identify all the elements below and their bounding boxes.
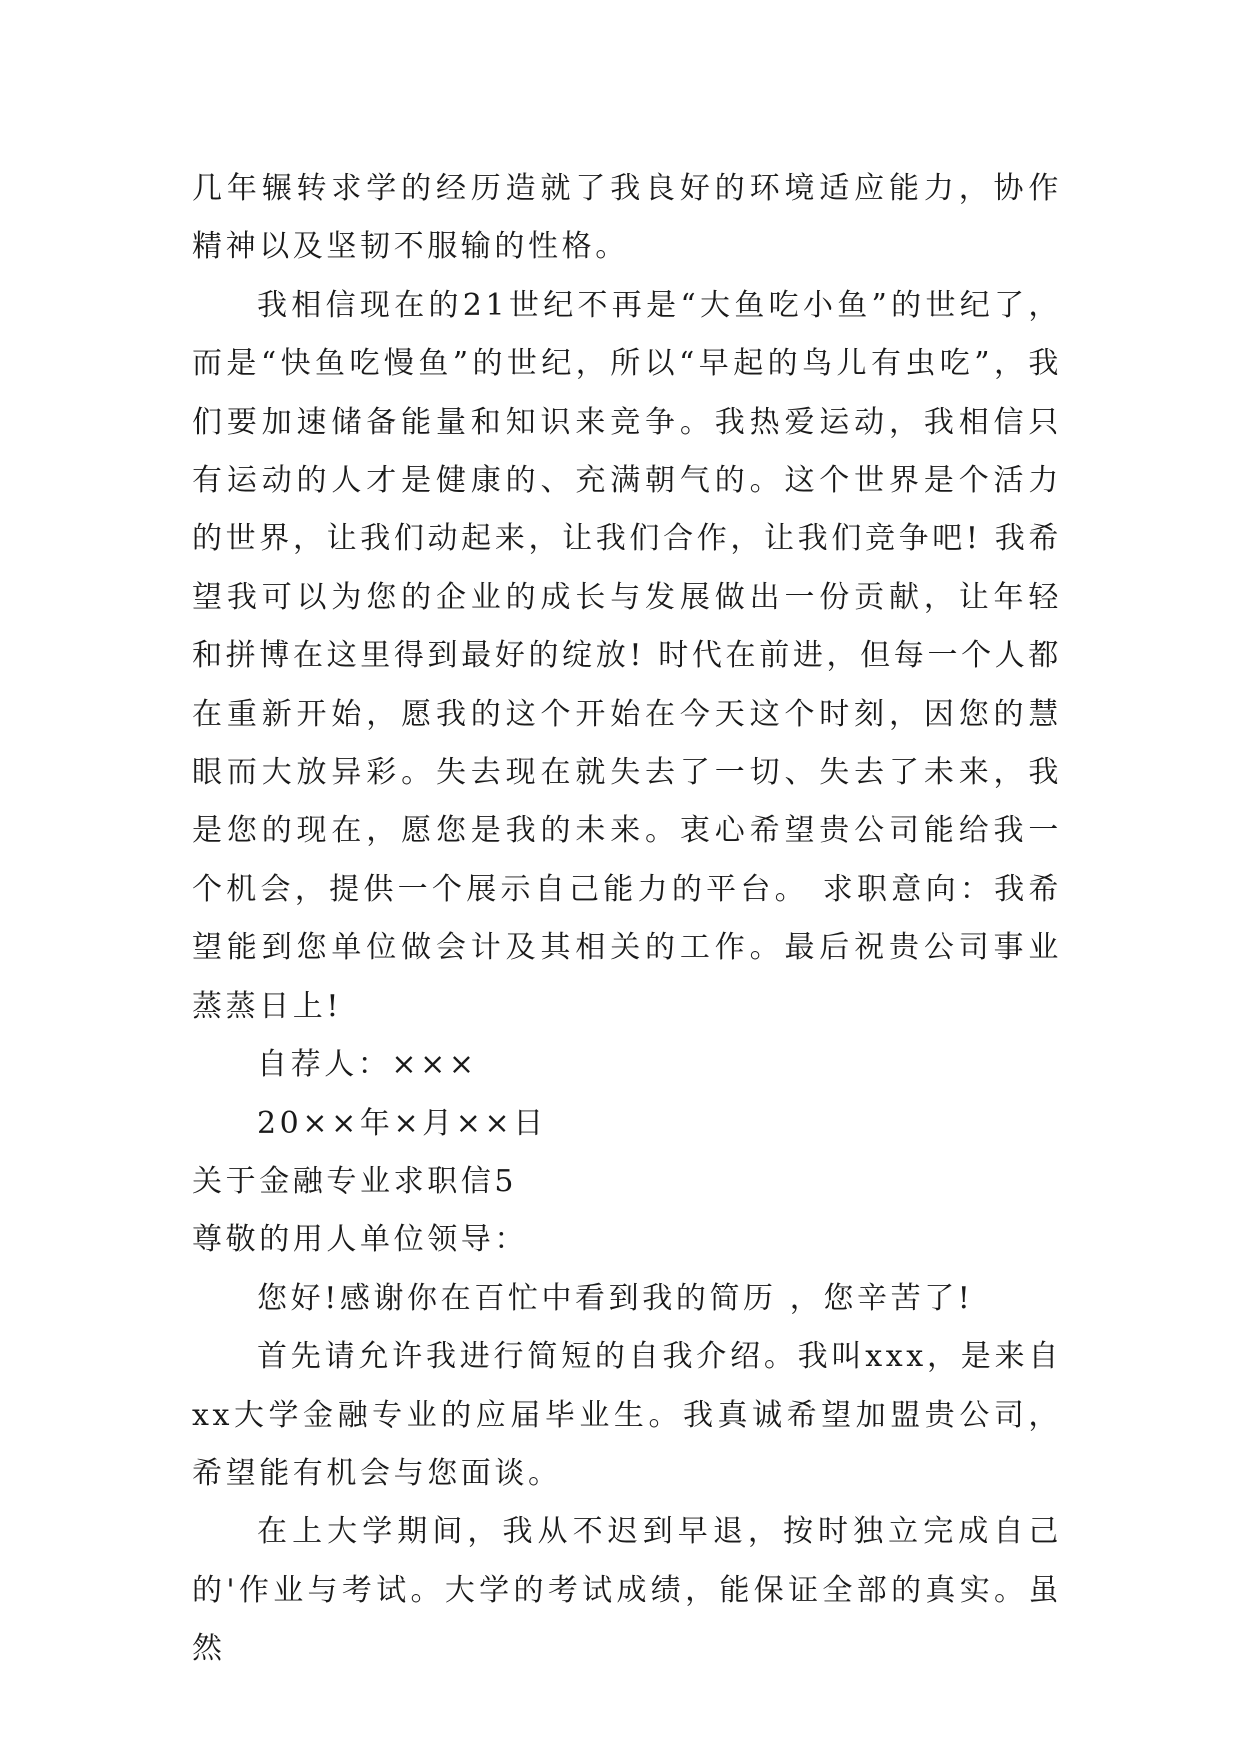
paragraph-university: 在上大学期间，我从不迟到早退，按时独立完成自己的'作业与考试。大学的考试成绩，能保证全部的真实。虽然 [192, 1514, 1062, 1667]
salutation: 尊敬的用人单位领导： [192, 1222, 528, 1258]
signature-date: 20××年×月××日 [257, 1105, 547, 1141]
section-title: 关于金融专业求职信5 [192, 1163, 518, 1199]
paragraph-introduction: 首先请允许我进行简短的自我介绍。我叫xxx，是来自xx大学金融专业的应届毕业生。我真诚希望加盟贵公司，希望能有机会与您面谈。 [192, 1339, 1062, 1491]
paragraph-adaptability: 几年辗转求学的经历造就了我良好的环境适应能力，协作精神以及坚韧不服输的性格。 [192, 171, 1062, 265]
paragraph-greeting: 您好!感谢你在百忙中看到我的简历 ，您辛苦了! [257, 1280, 974, 1316]
paragraph-main-statement: 我相信现在的21世纪不再是“大鱼吃小鱼”的世纪了，而是“快鱼吃慢鱼”的世纪，所以“早起的鸟儿有虫吃”，我们要加速储备能量和知识来竞争。我热爱运动，我相信只有运动的人才是健康的、充满朝气的。这个世界是个活力的世界，让我们动起来，让我们合作，让我们竞争吧! 我希望我可以为您的企业的成长与发展做出一份贡献，让年轻和拼博在这里得到最好的绽放! 时代在前进，但每一个人都在重新开始，愿我的这个开始在今天这个时刻，因您的慧眼而大放异彩。失去现在就失去了一切、失去了未来，我是您的现在，愿您是我的未来。衷心希望贵公司能给我一个机会，提供一个展示自己能力的平台。 求职意向：我希望能到您单位做会计及其相关的工作。最后祝贵公司事业蒸蒸日上! [192, 287, 1062, 1024]
signature-recommender: 自荐人：××× [257, 1047, 478, 1083]
document-body [192, 160, 1062, 1679]
